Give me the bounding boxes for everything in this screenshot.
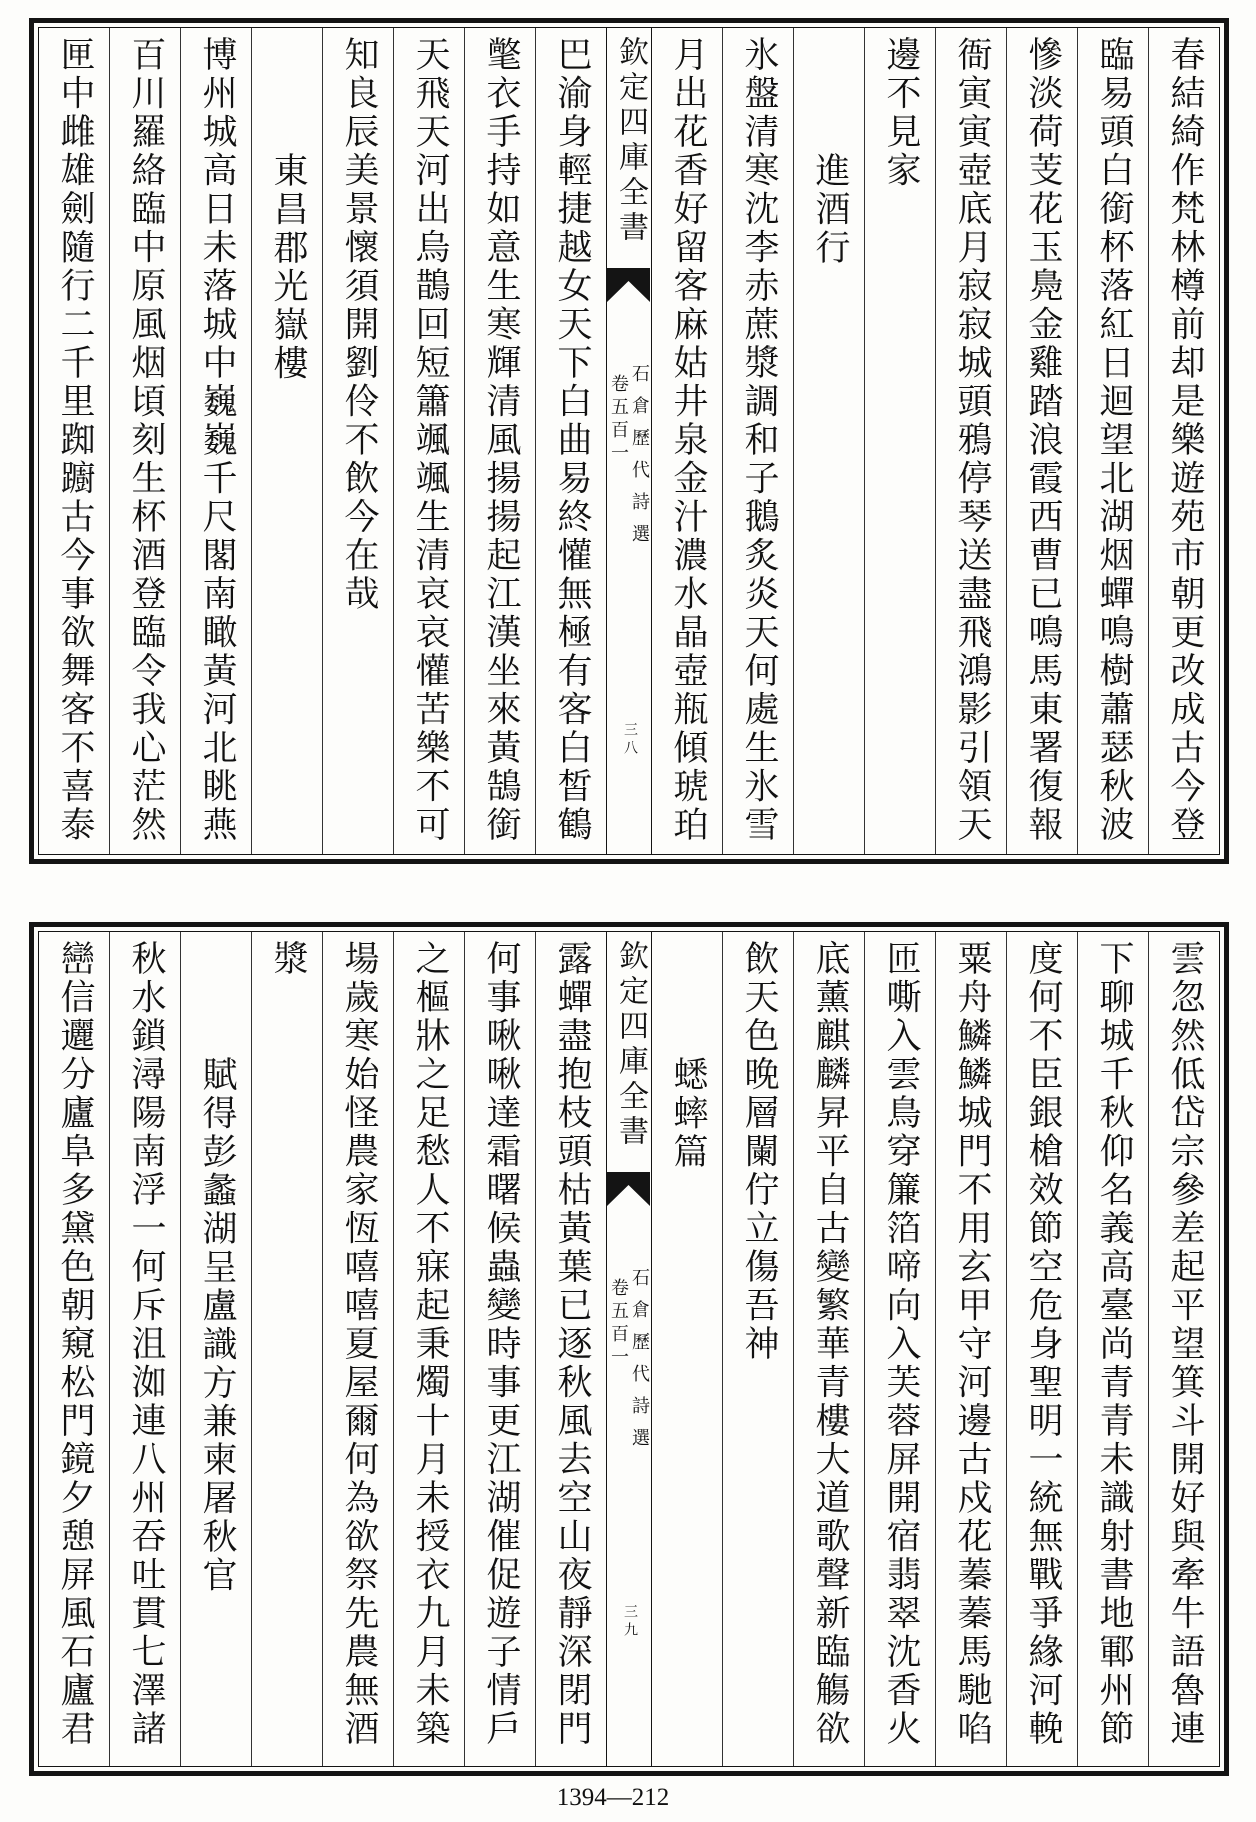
- text-column: 雲忽然低岱宗參差起平望箕斗開好與牽牛語魯連: [1148, 932, 1219, 1766]
- leaf-frame: [38, 27, 1220, 855]
- book-title: 石倉歷代詩選: [629, 1268, 650, 1460]
- text-column: 巒信邐分廬阜多黛色朝窺松門鏡夕憩屏風石廬君: [55, 940, 95, 1749]
- text-column: 之樞牀之足愁人不寐起秉燭十月未授衣九月未築: [393, 932, 464, 1766]
- banxin-subtitle: [607, 1268, 651, 1460]
- poem-title: 賦得彭蠡湖呈盧識方兼柬屠秋官: [180, 932, 251, 1766]
- left-half-page: [39, 28, 606, 854]
- leaf-number: 三八: [622, 722, 638, 758]
- text-column: 慘淡荷芰花玉鳧金雞踏浪霞西曹已鳴馬東署復報: [1006, 28, 1077, 854]
- banxin-center-column: [606, 932, 652, 1766]
- text-column: 漿: [251, 932, 322, 1766]
- text-column: 博州城高日未落城中巍巍千尺閣南瞰黃河北眺燕: [180, 28, 251, 854]
- text-column: 場歲寒始怪農家恆嘻嘻夏屋爾何為欲祭先農無酒: [322, 932, 393, 1766]
- text-column: 氷盤清寒沈李赤蔗漿調和子鵝炙炎天何處生氷雪: [722, 28, 793, 854]
- book-title: 石倉歷代詩選: [629, 364, 650, 556]
- text-column: 匝嘶入雲鳥穿簾箔啼向入芙蓉屏開宿翡翠沈香火: [864, 932, 935, 1766]
- text-column: 下聊城千秋仰名義高臺尚青青未識射書地鄆州節: [1077, 932, 1148, 1766]
- text-column: 秋水鎖潯陽南浮一何斥沮洳連八州吞吐貫七澤諸: [109, 932, 180, 1766]
- text-column: 春結綺作梵林樽前却是樂遊苑市朝更改成古今登: [1148, 28, 1219, 854]
- page-number: 1394—212: [556, 1784, 670, 1811]
- text-column: 知良辰美景懷須開劉伶不飲今在哉: [322, 28, 393, 854]
- poem-title: 進酒行: [793, 28, 864, 854]
- leaf-frame: [38, 931, 1220, 1767]
- text-column: 底薰麒麟昇平自古變繁華青樓大道歌聲新臨觴欲: [793, 932, 864, 1766]
- text-column: 匣中雌雄劍隨行二千里踟躕古今事欲舞客不喜泰: [55, 36, 95, 845]
- banxin-center-column: [606, 28, 652, 854]
- left-half-page: [39, 932, 606, 1766]
- upper-leaf: [29, 18, 1229, 864]
- leaf-number: 三九: [622, 1604, 638, 1640]
- text-column: 天飛天河出烏鵲回短簫颯颯生清哀哀懽苦樂不可: [393, 28, 464, 854]
- text-column: 臨易頭白銜杯落紅日迴望北湖烟蟬鳴樹蕭瑟秋波: [1077, 28, 1148, 854]
- text-column: 月出花香好留客麻姑井泉金汁濃水晶壺瓶傾琥珀: [668, 36, 708, 845]
- poem-title: 東昌郡光嶽樓: [251, 28, 322, 854]
- text-column: 何事啾啾達霜曙候蟲變時事更江湖催促遊子情戶: [464, 932, 535, 1766]
- right-half-page: [652, 932, 1219, 1766]
- volume-number: 卷五百一: [608, 1278, 629, 1370]
- banxin-subtitle: [607, 364, 651, 556]
- text-column: 氅衣手持如意生寒輝清風揚揚起江漢坐來黃鵠銜: [464, 28, 535, 854]
- text-column: 百川羅絡臨中原風烟頃刻生杯酒登臨令我心茫然: [109, 28, 180, 854]
- lower-leaf: [29, 922, 1229, 1776]
- right-half-page: [652, 28, 1219, 854]
- fishtail-mark: [607, 1172, 650, 1206]
- fishtail-mark: [607, 268, 650, 302]
- text-column: 露蟬盡抱枝頭枯黃葉已逐秋風去空山夜靜深閉門: [535, 932, 606, 1766]
- volume-number: 卷五百一: [608, 374, 629, 466]
- collection-title: 欽定四庫全書: [613, 36, 648, 246]
- collection-title: 欽定四庫全書: [613, 940, 648, 1150]
- text-column: 粟舟鱗鱗城門不用玄甲守河邊古戍花蓁蓁馬馳啗: [935, 932, 1006, 1766]
- text-column: 飲天色晚層闌佇立傷吾神: [722, 932, 793, 1766]
- text-column: 巴渝身輕捷越女天下白曲易終懽無極有客白皙鶴: [535, 28, 606, 854]
- text-column: 衙寅寅壺底月寂寂城頭鴉停琴送盡飛鴻影引領天: [935, 28, 1006, 854]
- text-column: 度何不臣銀槍效節空危身聖明一統無戰爭緣河輓: [1006, 932, 1077, 1766]
- poem-title: 蟋蟀篇: [668, 1056, 708, 1172]
- text-column: 邊不見家: [864, 28, 935, 854]
